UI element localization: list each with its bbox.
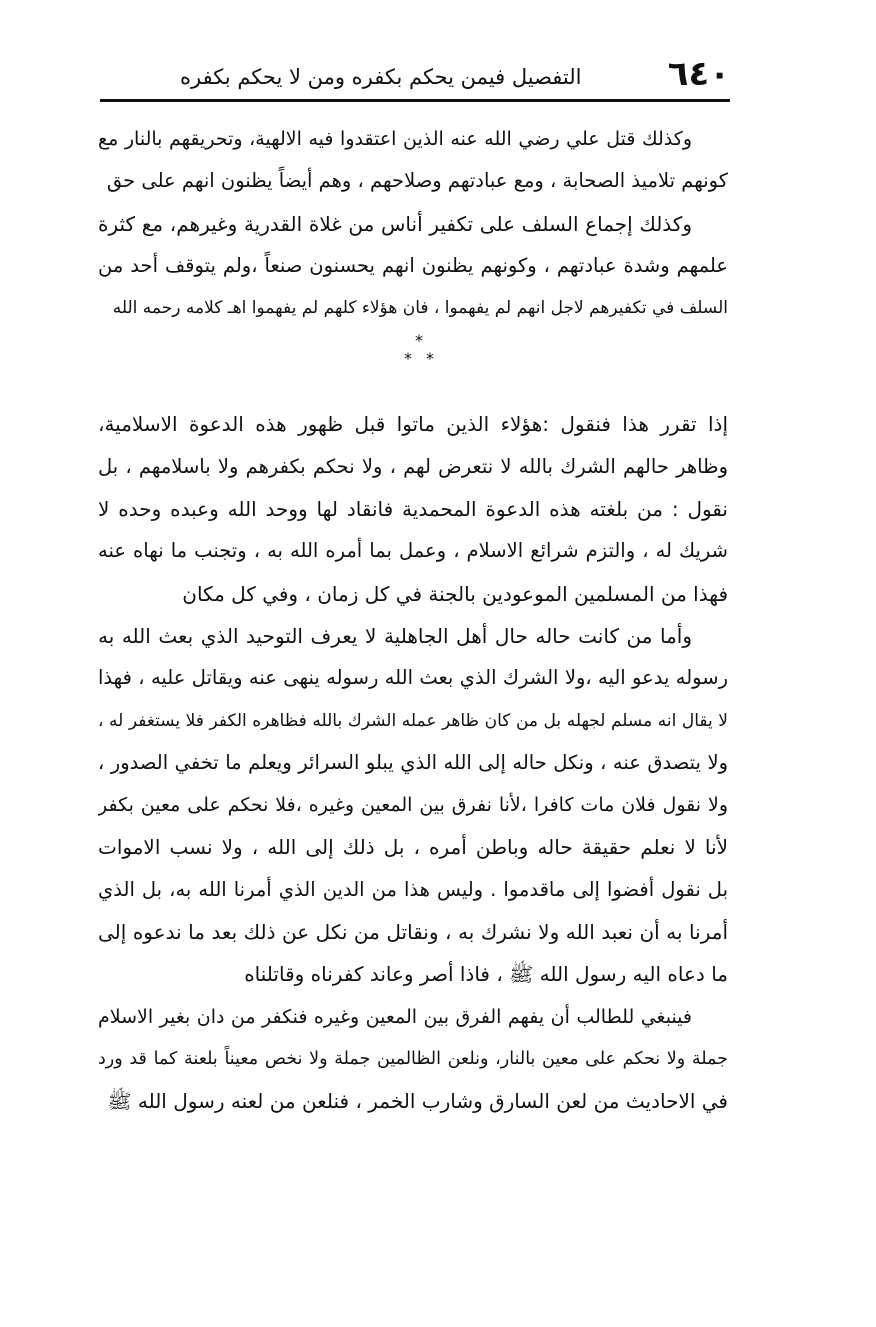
text-line: ما دعاه اليه رسول الله ﷺ ، فاذا أصر وعاند كفرناه وقاتلناه — [244, 962, 728, 987]
asterism-separator — [98, 329, 728, 403]
paragraph — [98, 203, 728, 330]
text-line: وأما من كانت حاله حال أهل الجاهلية لا يعرف التوحيد الذي بعث الله به — [98, 623, 692, 648]
text-line: وكذلك إجماع السلف على تكفير أناس من غلاة القدرية وغيرهم، مع كثرة — [98, 211, 692, 236]
text-line: لأنا لا نعلم حقيقة حاله وباطن أمره ، بل ذلك إلى الله ، ولا نسب الاموات — [98, 835, 728, 860]
text-line: وكذلك قتل علي رضي الله عنه الذين اعتقدوا فيه الالهية، وتحريقهم بالنار مع — [98, 128, 692, 150]
asterisk: * — [426, 349, 434, 369]
asterisk: * — [404, 349, 412, 369]
running-title: التفصيل فيمن يحكم بكفره ومن لا يحكم بكفره — [180, 65, 582, 89]
paragraph — [98, 615, 728, 996]
text-line: علمهم وشدة عبادتهم ، وكونهم يظنون انهم يحسنون صنعاً ،ولم يتوقف أحد من — [98, 253, 728, 277]
body-text — [98, 118, 728, 1123]
paragraph — [98, 996, 728, 1123]
page-number: ٦٤٠ — [667, 54, 730, 94]
text-line: بل نقول أفضوا إلى ماقدموا . وليس هذا من الدين الذي أمرنا الله به، بل الذي — [98, 877, 728, 901]
text-line: أمرنا به أن نعبد الله ولا نشرك به ، ونقاتل من نكل عن ذلك بعد ما ندعوه إلى — [98, 920, 728, 945]
text-line: جملة ولا نحكم على معين بالنار، ونلعن الظالمين جملة ولا نخص معيناً بلعنة كما قد ورد — [98, 1048, 728, 1069]
text-line: لا يقال انه مسلم لجهله بل من كان ظاهر عمله الشرك بالله فظاهره الكفر فلا يستغفر له ، — [98, 710, 728, 731]
text-line: فينبغي للطالب أن يفهم الفرق بين المعين وغيره فنكفر من دان بغير الاسلام — [98, 1005, 692, 1028]
header-rule — [100, 99, 730, 102]
text-line: فهذا من المسلمين الموعودين بالجنة في كل زمان ، وفي كل مكان — [182, 581, 728, 606]
text-line: رسوله يدعو اليه ،ولا الشرك الذي بعث الله رسوله ينهى عنه ويقاتل عليه ، فهذا — [98, 666, 728, 690]
paragraph — [98, 403, 728, 614]
text-line: كونهم تلاميذ الصحابة ، ومع عبادتهم وصلاحهم ، وهم أيضاً يظنون انهم على حق — [106, 169, 728, 193]
text-line: السلف في تكفيرهم لاجل انهم لم يفهموا ، فان هؤلاء كلهم لم يفهموا اهـ كلامه رحمه الله — [112, 298, 728, 319]
text-line: وظاهر حالهم الشرك بالله لا نتعرض لهم ، ولا نحكم بكفرهم ولا باسلامهم ، بل — [98, 454, 728, 478]
text-line: شريك له ، والتزم شرائع الاسلام ، وعمل بما أمره الله به ، وتجنب ما نهاه عنه — [98, 539, 728, 563]
paragraph — [98, 118, 728, 203]
text-line: إذا تقرر هذا فنقول :هؤلاء الذين ماتوا قبل ظهور هذه الدعوة الاسلامية، — [98, 412, 728, 437]
page-header — [100, 52, 730, 100]
asterisk: * — [415, 331, 423, 351]
text-line: نقول : من بلغته هذه الدعوة المحمدية فانقاد لها ووحد الله وعبده وحده لا — [98, 497, 728, 522]
text-line: ولا نقول فلان مات كافرا ،لأنا نفرق بين المعين وغيره ،فلا نحكم على معين بكفر — [98, 794, 728, 817]
text-line: ولا يتصدق عنه ، ونكل حاله إلى الله الذي يبلو السرائر ويعلم ما تخفي الصدور ، — [98, 750, 728, 774]
text-line: في الاحاديث من لعن السارق وشارب الخمر ، فنلعن من لعنه رسول الله ﷺ — [107, 1089, 728, 1114]
